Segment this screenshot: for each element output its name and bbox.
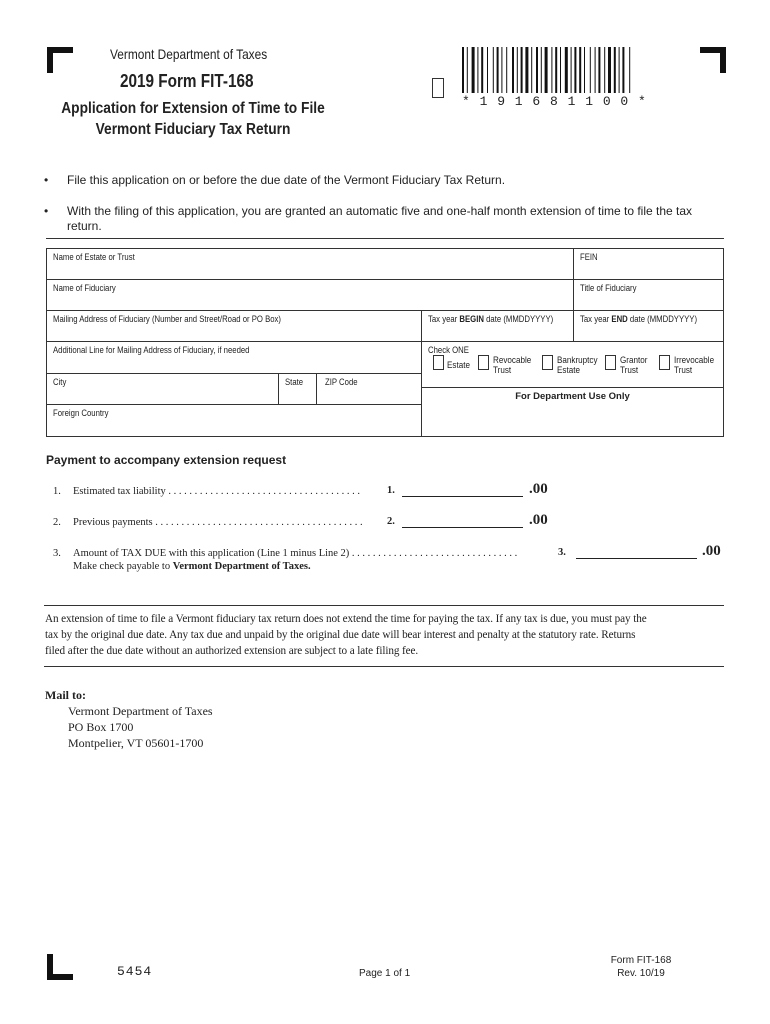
line-3-number: 3. — [53, 548, 61, 559]
line-3-amount-input[interactable] — [576, 558, 697, 559]
department-use-label: For Department Use Only — [515, 391, 630, 402]
department-use-area — [421, 387, 724, 437]
fein-label: FEIN — [580, 252, 598, 262]
footer-rev: Rev. 10/19 — [617, 968, 665, 979]
mailing-address-field[interactable] — [46, 310, 422, 342]
tax-year-begin-field[interactable] — [421, 310, 574, 342]
bullet-dot-1: • — [44, 173, 49, 187]
estate-name-label: Name of Estate or Trust — [53, 252, 135, 262]
barcode-image — [462, 47, 662, 95]
city-label: City — [53, 377, 67, 387]
form-title: 2019 Form FIT-168 — [120, 71, 254, 91]
foreign-country-label: Foreign Country — [53, 408, 109, 418]
payment-heading: Payment to accompany extension request — [46, 453, 287, 467]
line-1-number: 1. — [53, 486, 61, 497]
tax-year-end-field[interactable] — [573, 310, 724, 342]
bullet-dot-2: • — [44, 204, 49, 218]
option-label-revocable-trust: Revocable Trust — [493, 355, 532, 375]
city-field[interactable] — [46, 373, 279, 405]
state-label: State — [285, 377, 304, 387]
subtitle-line-2: Vermont Fiduciary Tax Return — [95, 121, 291, 138]
fiduciary-name-label: Name of Fiduciary — [53, 283, 116, 293]
line-3-cents: .00 — [702, 543, 721, 559]
option-label-irrevocable-trust: Irrevocable Trust — [674, 355, 715, 375]
foreign-country-field[interactable] — [46, 404, 422, 437]
footer-code: 5454 — [117, 964, 153, 979]
corner-mark-top-right — [700, 47, 726, 73]
corner-mark-top-left — [47, 47, 73, 73]
line-3-ref: 3. — [558, 547, 566, 558]
checkbox-grantor-trust[interactable] — [605, 355, 616, 370]
mail-heading: Mail to: — [45, 688, 86, 702]
state-field[interactable] — [278, 373, 317, 405]
check-one-label: Check ONE — [428, 345, 469, 355]
symbol-box — [432, 78, 444, 98]
line-1-ref: 1. — [387, 485, 395, 496]
line-2-amount-input[interactable] — [402, 527, 523, 528]
tax-year-begin-label: Tax year BEGIN date (MMDDYYYY) — [428, 314, 554, 324]
mail-line-1: Vermont Department of Taxes — [68, 704, 213, 718]
fein-field[interactable] — [573, 248, 724, 280]
notice-bottom-rule — [44, 666, 724, 667]
footer-form: Form FIT-168 — [610, 955, 672, 966]
line-1-amount-input[interactable] — [402, 496, 523, 497]
bullet-text-2a: With the filing of this application, you are granted an automatic five and one-half month extension of time to file the tax — [67, 204, 693, 218]
form-top-rule — [46, 238, 724, 239]
mailing-address-label: Mailing Address of Fiduciary (Number and Street/Road or PO Box) — [53, 314, 282, 324]
checkbox-irrevocable-trust[interactable] — [659, 355, 670, 370]
line-2-cents: .00 — [529, 512, 548, 528]
checkbox-revocable-trust[interactable] — [478, 355, 489, 370]
additional-address-field[interactable] — [46, 341, 422, 374]
subtitle-line-1: Application for Extension of Time to File — [61, 100, 325, 117]
extension-notice — [45, 611, 647, 659]
tax-year-end-label: Tax year END date (MMDDYYYY) — [580, 314, 698, 324]
department-name: Vermont Department of Taxes — [110, 46, 268, 62]
line-2-ref: 2. — [387, 516, 395, 527]
mail-line-2: PO Box 1700 — [68, 720, 134, 734]
zip-label: ZIP Code — [325, 377, 358, 387]
mail-address — [68, 703, 213, 751]
footer-page: Page 1 of 1 — [359, 968, 411, 979]
fiduciary-name-field[interactable] — [46, 279, 574, 311]
fiduciary-title-label: Title of Fiduciary — [580, 283, 637, 293]
checkbox-bankruptcy-estate[interactable] — [542, 355, 553, 370]
line-1-text: Estimated tax liability . . . . . . . . . . . . . . . . . . . . . . . . . . . . . . . . . . . . . — [73, 486, 360, 497]
bullet-text-2b: return. — [67, 219, 102, 233]
footer-form-info — [600, 954, 682, 980]
line-2-text: Previous payments . . . . . . . . . . . . . . . . . . . . . . . . . . . . . . . . . . . . . . . . — [73, 517, 363, 528]
barcode-number: * 1 9 1 6 8 1 1 0 0 * — [462, 94, 647, 109]
notice-line-2: tax by the original due date. Any tax due and unpaid by the original due date will bear interest and penalty at the statutory rate. Returns — [45, 629, 636, 641]
corner-mark-bottom-left — [47, 954, 73, 980]
option-label-grantor-trust: Grantor Trust — [620, 355, 648, 375]
line-2-number: 2. — [53, 517, 61, 528]
bullet-text-1: File this application on or before the due date of the Vermont Fiduciary Tax Return. — [67, 173, 506, 187]
notice-line-3: filed after the due date without an authorized extension are subject to a late filing fee. — [45, 645, 419, 657]
notice-top-rule — [44, 605, 724, 606]
option-label-estate: Estate — [447, 360, 470, 370]
additional-address-label: Additional Line for Mailing Address of Fiduciary, if needed — [53, 345, 250, 355]
option-label-bankruptcy-estate: Bankruptcy Estate — [557, 355, 598, 375]
check-payable-note: Make check payable to Vermont Department of Taxes. — [73, 561, 311, 572]
checkbox-estate[interactable] — [433, 355, 444, 370]
fiduciary-title-field[interactable] — [573, 279, 724, 311]
line-3-text: Amount of TAX DUE with this application (Line 1 minus Line 2) . . . . . . . . . . . . . . . . . . . . . . . . . . . . . . . . — [73, 548, 518, 559]
estate-name-field[interactable] — [46, 248, 574, 280]
line-1-cents: .00 — [529, 481, 548, 497]
zip-field[interactable] — [316, 373, 422, 405]
notice-line-1: An extension of time to file a Vermont fiduciary tax return does not extend the time for paying the tax. If any tax is due, you must pay the — [45, 613, 647, 625]
mail-line-3: Montpelier, VT 05601-1700 — [68, 736, 204, 750]
